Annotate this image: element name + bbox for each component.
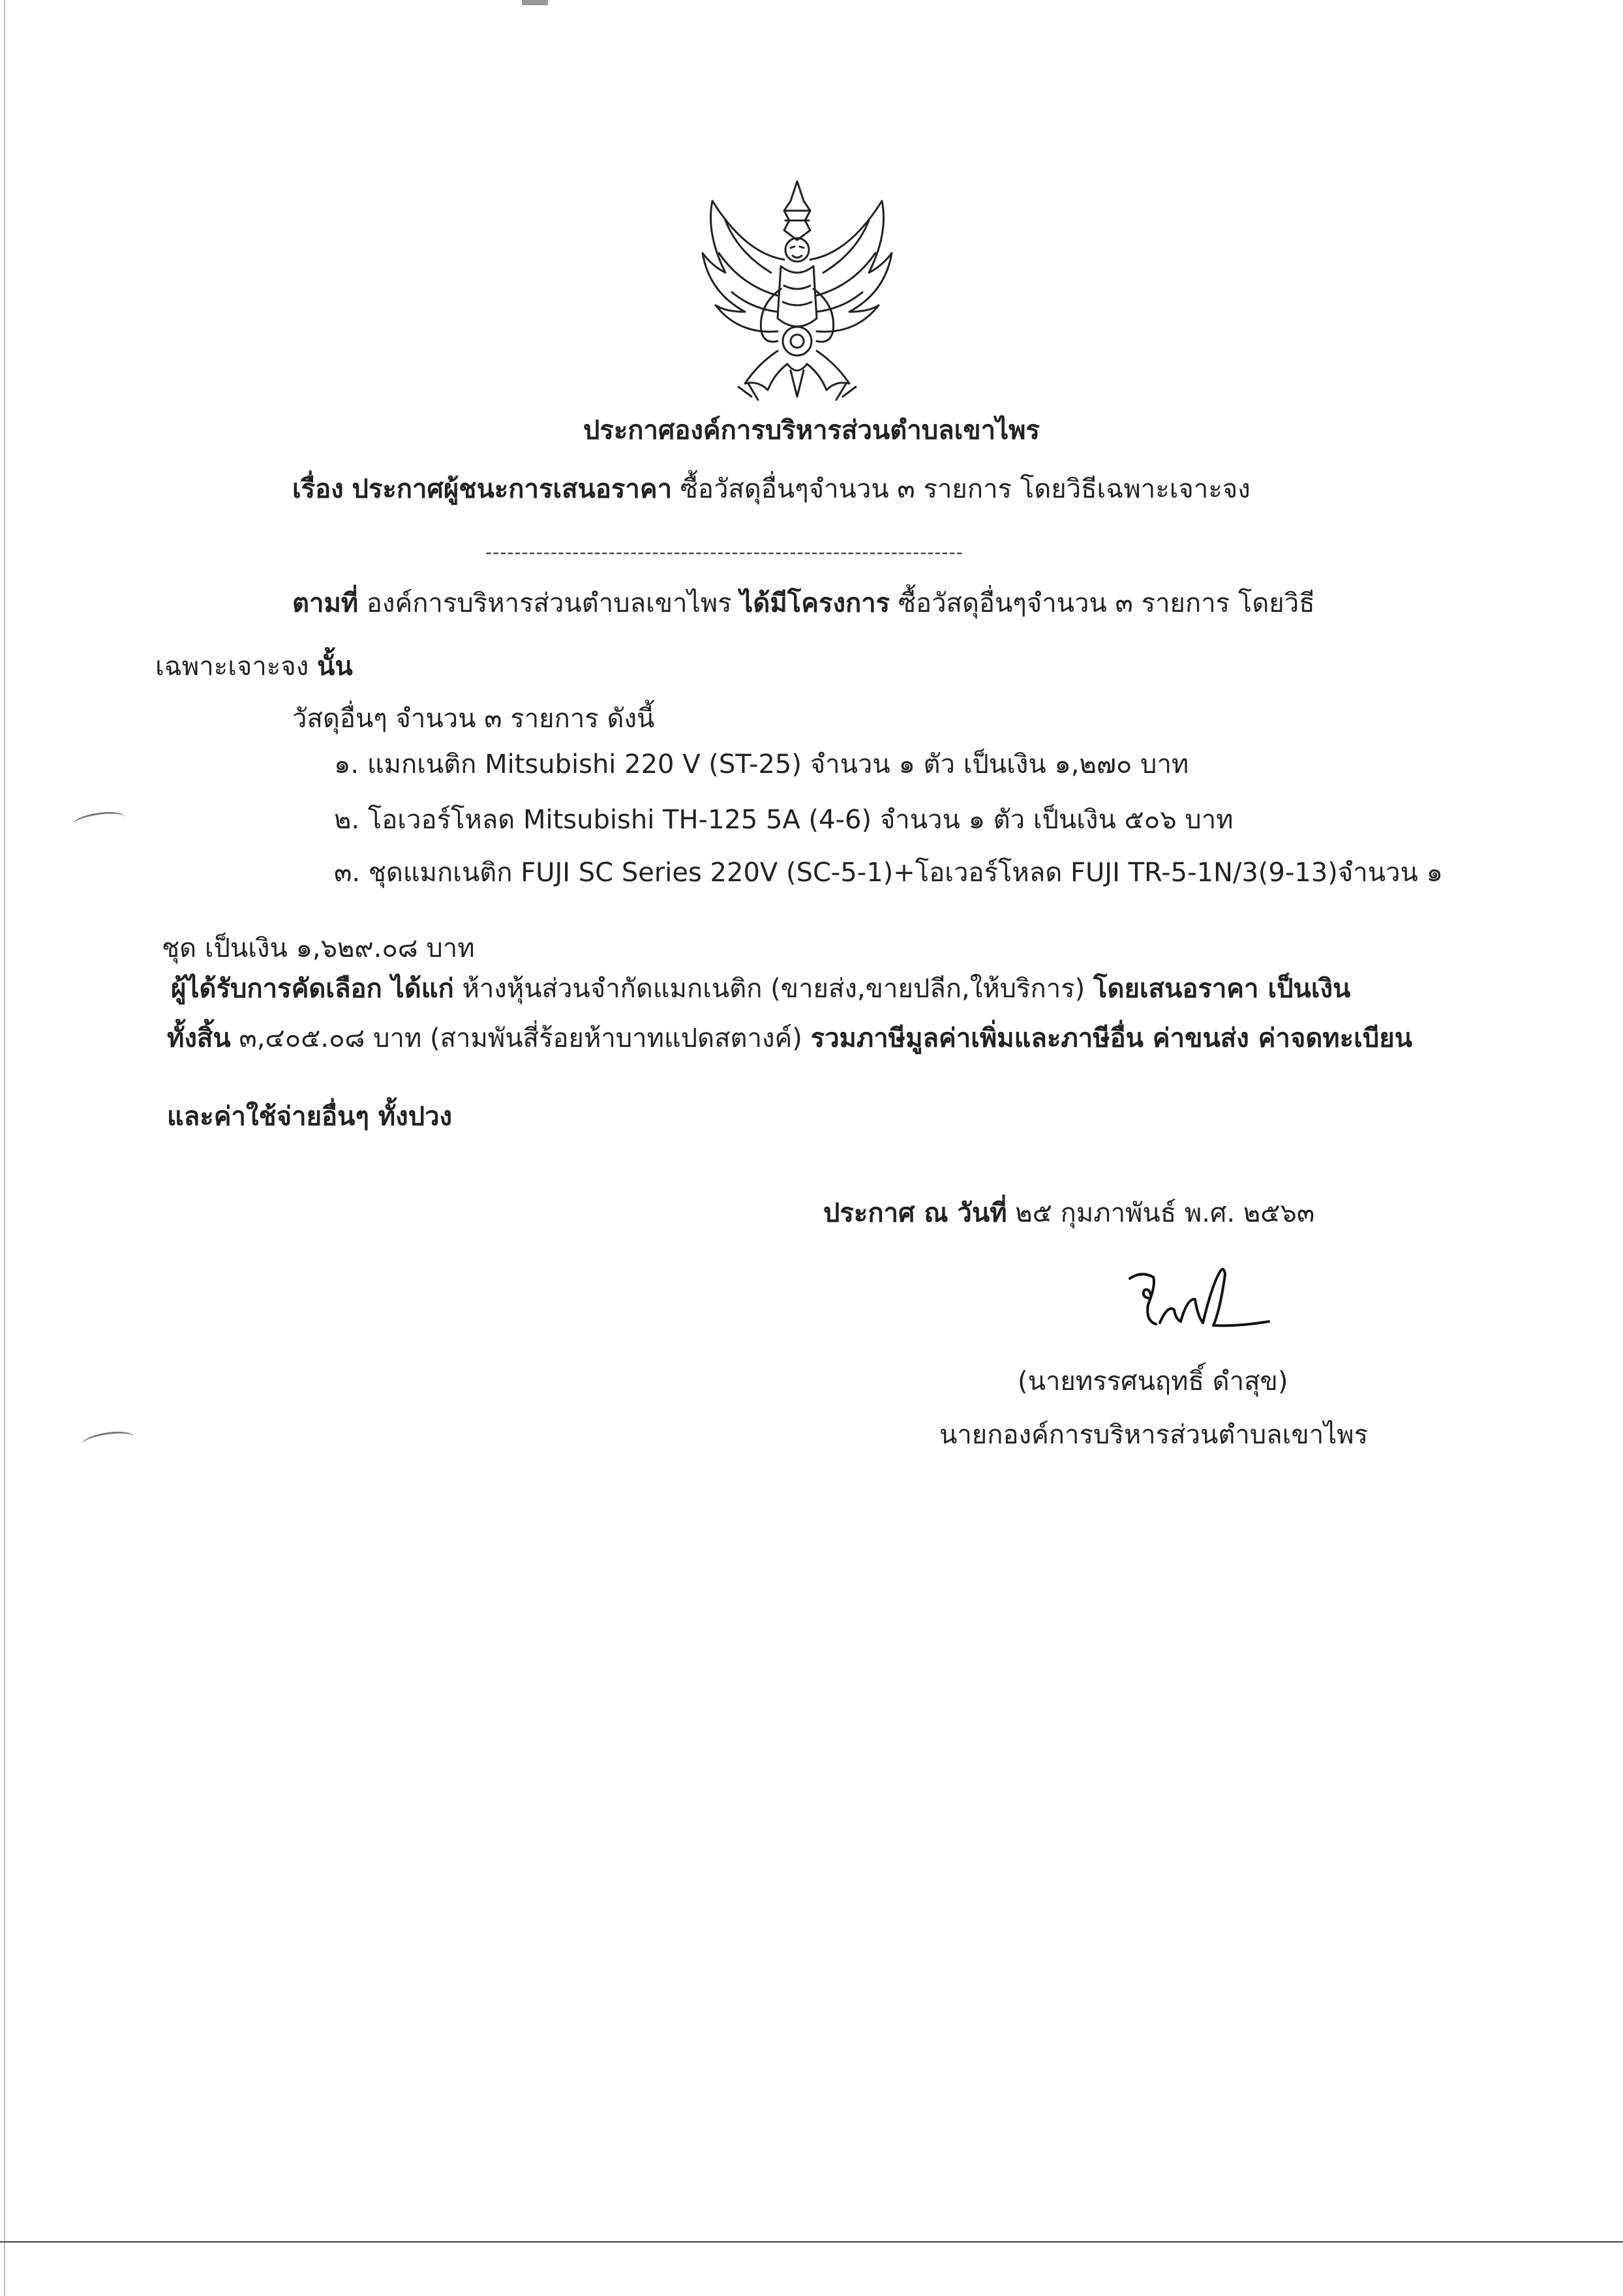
intro-org: องค์การบริหารส่วนตำบลเขาไพร <box>366 588 732 618</box>
date-value: ๒๕ กุมภาพันธ์ พ.ศ. ๒๕๖๓ <box>1015 1198 1315 1228</box>
list-intro: วัสดุอื่นๆ จำนวน ๓ รายการ ดังนี้ <box>292 704 655 734</box>
intro-line2-b: นั้น <box>316 652 353 682</box>
subject-label: เรื่อง <box>292 474 344 504</box>
garuda-emblem-icon <box>686 175 908 406</box>
list-item: ๓. ชุดแมกเนติก FUJI SC Series 220V (SC-5-1)+โอเวอร์โหลด FUJI TR-5-1N/3(9-13)จำนวน ๑ <box>334 858 1443 888</box>
winner-total-label: ทั้งสิ้น <box>167 1023 231 1053</box>
signature-icon <box>1122 1259 1279 1337</box>
punch-hole-mark <box>82 1429 136 1453</box>
scan-bottom-line <box>0 2241 1623 2243</box>
winner-line-2 <box>167 1025 1412 1051</box>
signer-name: (นายทรรศนฤทธิ์ ดำสุข) <box>1018 1367 1288 1397</box>
announcement-date <box>823 1200 1314 1226</box>
list-item: ๑. แมกเนติก Mitsubishi 220 V (ST-25) จำนวน ๑ ตัว เป็นเงิน ๑,๒๗๐ บาท <box>334 749 1189 779</box>
subject-text: ประกาศผู้ชนะการเสนอราคา <box>352 474 673 504</box>
list-item-continuation: ชุด เป็นเงิน ๑,๖๒๙.๐๘ บาท <box>162 933 475 963</box>
scan-edge-line <box>4 0 5 2296</box>
intro-mid: ได้มีโครงการ <box>740 588 890 618</box>
winner-label: ผู้ได้รับการคัดเลือก ได้แก่ <box>171 974 454 1004</box>
winner-line-3: และค่าใช้จ่ายอื่นๆ ทั้งปวง <box>167 1102 453 1132</box>
punch-hole-mark <box>72 809 127 833</box>
winner-offer: โดยเสนอราคา เป็นเงิน <box>1093 974 1351 1004</box>
intro-lead: ตามที่ <box>292 588 359 618</box>
intro-rest: ซื้อวัสดุอื่นๆจำนวน ๓ รายการ โดยวิธี <box>898 588 1315 618</box>
subject-rest: ซื้อวัสดุอื่นๆจำนวน ๓ รายการ โดยวิธีเฉพาะเจาะจง <box>680 474 1251 504</box>
winner-name: ห้างหุ้นส่วนจำกัดแมกเนติก (ขายส่ง,ขายปลีก,ให้บริการ) <box>462 974 1085 1004</box>
winner-total-amount: ๓,๔๐๕.๐๘ บาท (สามพันสี่ร้อยห้าบาทแปดสตางค์) <box>239 1023 802 1053</box>
date-label: ประกาศ ณ วันที่ <box>823 1198 1007 1228</box>
signer-title: นายกองค์การบริหารส่วนตำบลเขาไพร <box>939 1420 1369 1450</box>
document-title: ประกาศองค์การบริหารส่วนตำบลเขาไพร <box>583 415 1040 446</box>
subject-line <box>292 476 1251 502</box>
header-divider: ------------------------------------------------------------------ <box>485 541 963 563</box>
intro-line-1 <box>292 590 1315 616</box>
intro-line2-a: เฉพาะเจาะจง <box>155 652 309 682</box>
scan-smudge <box>522 0 548 5</box>
winner-total-rest: รวมภาษีมูลค่าเพิ่มและภาษีอื่น ค่าขนส่ง ค่าจดทะเบียน <box>810 1023 1412 1053</box>
winner-line-1 <box>171 976 1350 1002</box>
intro-line-2 <box>155 654 353 680</box>
list-item: ๒. โอเวอร์โหลด Mitsubishi TH-125 5A (4-6) จำนวน ๑ ตัว เป็นเงิน ๕๐๖ บาท <box>334 805 1234 835</box>
